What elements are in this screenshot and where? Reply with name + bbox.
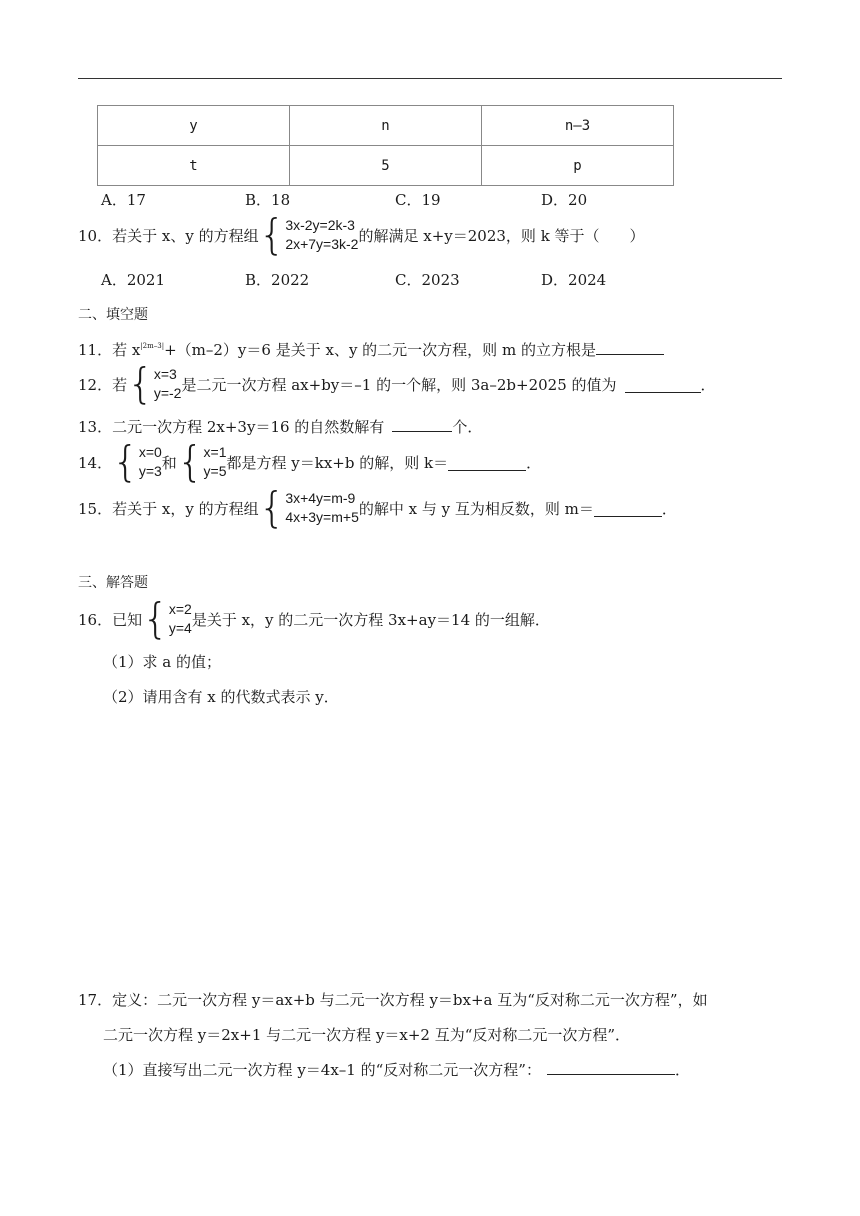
question-14	[78, 437, 542, 486]
table-cell: n	[290, 106, 482, 146]
table-row	[98, 106, 674, 146]
q16-part-2: （2）请用含有 x 的代数式表示 y．	[103, 688, 339, 706]
table-cell: n–3	[482, 106, 674, 146]
question-text: 的解满足 x+y＝2023，则 k 等于（ ）	[358, 226, 645, 245]
q9-option-d: D．20	[541, 191, 588, 209]
answer-blank[interactable]	[625, 376, 701, 393]
question-text: 都是方程 y＝kx+b 的解，则 k＝	[226, 453, 449, 472]
question-text: 是关于 x，y 的二元一次方程 3x+ay＝14 的一组解．	[191, 610, 550, 629]
equation-line: x=2	[168, 601, 192, 617]
table-cell: 5	[290, 146, 482, 186]
question-10	[78, 210, 645, 259]
question-text: +（m–2）y＝6 是关于 x、y 的二元一次方程，则 m 的立方根是	[164, 341, 596, 359]
question-text: 二元一次方程 2x+3y＝16 的自然数解有	[112, 418, 385, 436]
brace-icon: {	[176, 437, 204, 486]
question-number: 10．	[78, 226, 113, 245]
question-12	[78, 359, 716, 408]
question-text: 是二元一次方程 ax+by＝–1 的一个解，则 3a–2b+2025 的值为	[181, 375, 617, 394]
equation-system	[258, 210, 359, 259]
question-15	[78, 483, 677, 532]
brace-icon: {	[258, 483, 286, 532]
table-cell: p	[482, 146, 674, 186]
question-number: 13．	[78, 418, 113, 436]
question-text: 若关于 x、y 的方程组	[112, 226, 259, 245]
question-text: 的解中 x 与 y 互为相反数，则 m＝	[358, 499, 594, 518]
equation-line: 2x+7y=3k-2	[285, 236, 359, 252]
q10-option-d: D．2024	[541, 271, 607, 289]
equation-system	[176, 437, 227, 486]
equation-line: y=5	[203, 463, 227, 479]
question-text: ．	[700, 375, 716, 394]
question-text: ．	[526, 453, 542, 472]
q9-option-b: B．18	[245, 191, 291, 209]
q9-option-c: C．19	[395, 191, 441, 209]
question-text: 和	[161, 453, 177, 472]
q16-part-1: （1）求 a 的值；	[103, 653, 222, 671]
brace-icon: {	[127, 359, 154, 408]
section-heading: 二、填空题	[78, 307, 148, 323]
question-number: 15．	[78, 499, 113, 518]
q9-option-a: A．17	[101, 191, 146, 209]
question-17-line-2: 二元一次方程 y＝2x+1 与二元一次方程 y＝x+2 互为“反对称二元一次方程”．	[103, 1026, 631, 1044]
table-cell: y	[98, 106, 290, 146]
equation-line: x=3	[153, 366, 177, 382]
q10-option-c: C．2023	[395, 271, 460, 289]
question-11	[78, 338, 664, 360]
answer-blank[interactable]	[448, 454, 526, 471]
brace-icon: {	[142, 594, 169, 643]
question-number: 16．	[78, 610, 113, 629]
value-table	[97, 105, 674, 186]
answer-blank[interactable]	[547, 1058, 675, 1075]
question-13	[78, 415, 482, 437]
brace-icon: {	[112, 437, 139, 486]
equation-system	[258, 483, 359, 532]
question-text: 若 x	[112, 341, 141, 359]
equation-line: 3x+4y=m-9	[285, 490, 356, 506]
q17-part-1	[103, 1058, 690, 1080]
question-17-line-1	[78, 989, 708, 1010]
equation-line: y=-2	[153, 385, 182, 401]
equation-system	[142, 594, 192, 643]
equation-line: 3x-2y=2k-3	[285, 217, 355, 233]
question-number: 11．	[78, 341, 113, 359]
equation-line: x=1	[203, 444, 227, 460]
question-text: 若	[112, 375, 128, 394]
question-text: ．	[674, 1061, 690, 1079]
question-text: （1）直接写出二元一次方程 y＝4x–1 的“反对称二元一次方程”：	[103, 1061, 541, 1079]
brace-icon: {	[258, 210, 286, 259]
question-number: 17．	[78, 991, 113, 1009]
answer-blank[interactable]	[392, 415, 452, 432]
q10-option-b: B．2022	[245, 271, 310, 289]
table-cell: t	[98, 146, 290, 186]
section-heading: 三、解答题	[78, 575, 148, 591]
equation-line: 4x+3y=m+5	[285, 509, 359, 525]
question-16	[78, 594, 550, 643]
question-number: 12．	[78, 375, 113, 394]
equation-system	[127, 359, 182, 408]
question-number: 14．	[78, 453, 113, 472]
answer-blank[interactable]	[596, 338, 664, 355]
header-rule	[78, 78, 782, 79]
equation-line: x=0	[138, 444, 162, 460]
equation-line: y=4	[168, 620, 192, 636]
question-text: 若关于 x，y 的方程组	[112, 499, 259, 518]
question-text: 个．	[452, 418, 483, 436]
question-text: 定义：二元一次方程 y＝ax+b 与二元一次方程 y＝bx+a 互为“反对称二元一次方程”，如	[112, 991, 708, 1009]
answer-blank[interactable]	[594, 500, 662, 517]
exponent: |2m–3|	[140, 342, 165, 350]
q10-option-a: A．2021	[101, 271, 166, 289]
equation-line: y=3	[138, 463, 162, 479]
question-text: ．	[661, 499, 677, 518]
equation-system	[112, 437, 162, 486]
table-row	[98, 146, 674, 186]
question-text: 已知	[112, 610, 143, 629]
